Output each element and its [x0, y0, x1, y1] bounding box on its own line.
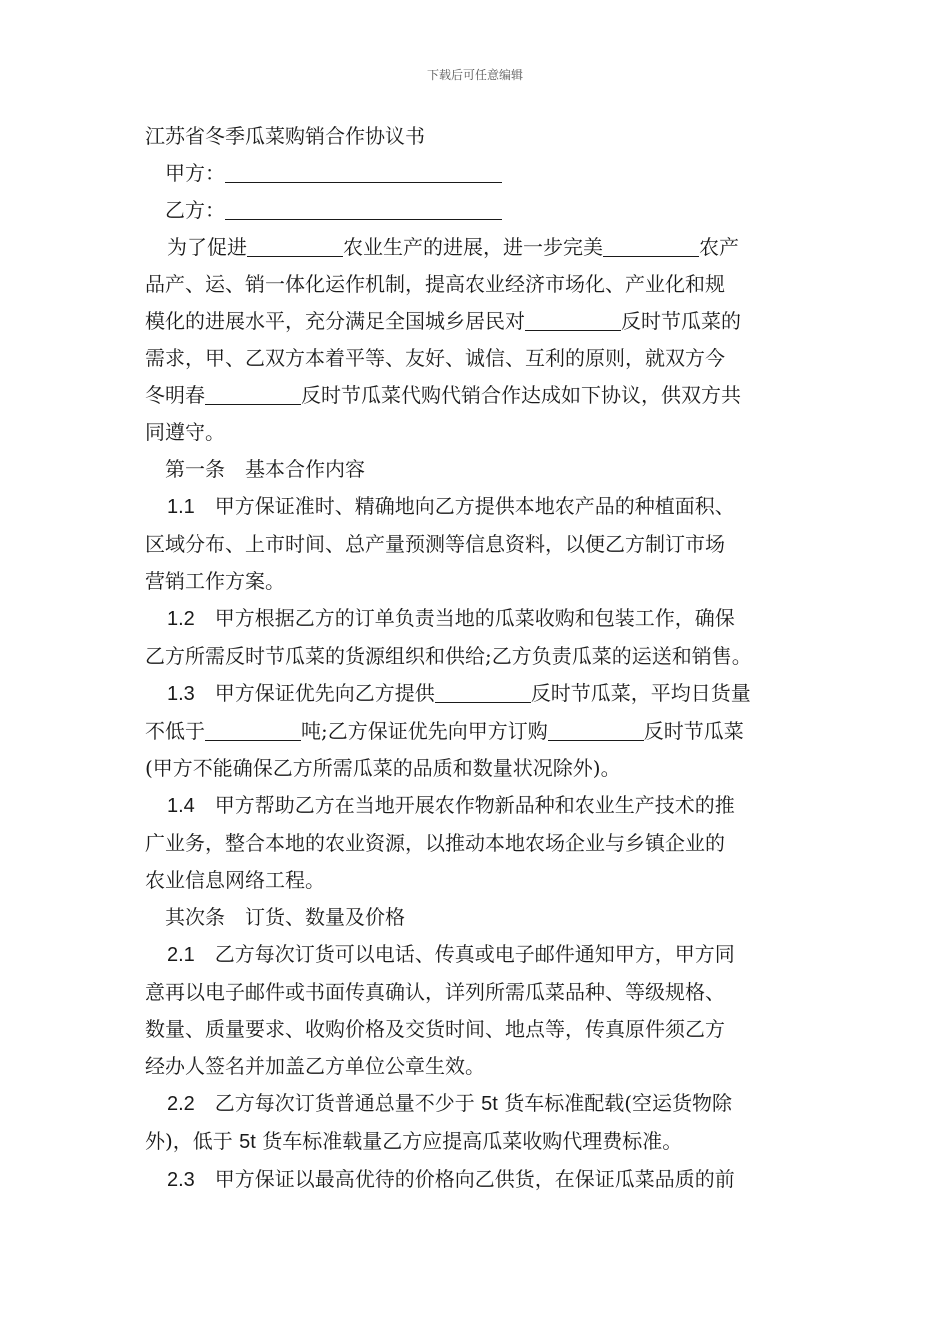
paragraph-line: 数量、质量要求、收购价格及交货时间、地点等，传真原件须乙方 [145, 1017, 725, 1041]
paragraph-line: 区域分布、上市时间、总产量预测等信息资料，以便乙方制订市场 [145, 532, 725, 556]
paragraph-line [145, 229, 810, 266]
text-run: 甲方帮助乙方在当地开展农作物新品种和农业生产技术的推 [194, 793, 735, 817]
clause-2-3 [145, 1161, 810, 1199]
text-run: 乙方每次订货可以电话、传真或电子邮件通知甲方，甲方同 [194, 942, 735, 966]
document-body [145, 118, 810, 1199]
text-run: 农业生产的进展，进一步完美 [343, 235, 603, 259]
clause-number: 2.1 [167, 944, 195, 966]
fill-blank[interactable] [205, 720, 301, 741]
clause-1-2 [145, 600, 810, 638]
paragraph-line: (甲方不能确保乙方所需瓜菜的品质和数量状况除外)。 [145, 756, 621, 780]
paragraph-line: 农业信息网络工程。 [145, 868, 325, 892]
fill-blank[interactable] [435, 682, 531, 703]
paragraph-line [145, 713, 810, 750]
text-run: 甲方保证准时、精确地向乙方提供本地农产品的种植面积、 [194, 494, 735, 518]
party-b-label: 乙方： [165, 198, 225, 222]
text-run: 不低于 [145, 719, 205, 743]
paragraph-line [145, 303, 810, 340]
paragraph-line [145, 377, 810, 414]
text-run: 模化的进展水平，充分满足全国城乡居民对 [145, 309, 525, 333]
article-2-title: 其次条 订货、数量及价格 [165, 905, 405, 929]
paragraph-line: 意再以电子邮件或书面传真确认，详列所需瓜菜品种、等级规格、 [145, 980, 725, 1004]
paragraph-line: 需求，甲、乙双方本着平等、友好、诚信、互利的原则，就双方今 [145, 346, 725, 370]
paragraph-line: 经办人签名并加盖乙方单位公章生效。 [145, 1054, 485, 1078]
paragraph-line: 乙方所需反时节瓜菜的货源组织和供给;乙方负责瓜菜的运送和销售。 [145, 644, 752, 668]
text-run: 吨;乙方保证优先向甲方订购 [301, 719, 548, 743]
text-run: 乙方每次订货普通总量不少于 [194, 1091, 482, 1115]
text-run: 5t [239, 1131, 256, 1153]
paragraph-line [145, 1123, 810, 1161]
text-run: 反时节瓜菜的 [621, 309, 741, 333]
clause-number: 1.1 [167, 496, 195, 518]
paragraph-line: 同遵守。 [145, 420, 225, 444]
clause-2-1 [145, 936, 810, 974]
clause-2-2 [145, 1085, 810, 1123]
text-run: 货车标准载量乙方应提高瓜菜收购代理费标准。 [255, 1129, 683, 1153]
text-run: 为了促进 [167, 235, 247, 259]
fill-blank[interactable] [548, 720, 644, 741]
clause-number: 1.3 [167, 683, 195, 705]
party-b-line [145, 192, 810, 229]
fill-blank[interactable] [603, 236, 699, 257]
document-title: 江苏省冬季瓜菜购销合作协议书 [145, 124, 425, 148]
fill-blank[interactable] [205, 384, 301, 405]
clause-1-3 [145, 675, 810, 713]
paragraph-line: 广业务，整合本地的农业资源，以推动本地农场企业与乡镇企业的 [145, 831, 725, 855]
clause-number: 1.4 [167, 795, 195, 817]
clause-1-4 [145, 787, 810, 825]
clause-number: 2.2 [167, 1093, 195, 1115]
fill-blank[interactable] [247, 236, 343, 257]
text-run: 货车标准配载(空运货物除 [497, 1091, 733, 1115]
paragraph-line: 营销工作方案。 [145, 569, 285, 593]
clause-number: 1.2 [167, 608, 195, 630]
text-run: 反时节瓜菜代购代销合作达成如下协议，供双方共 [301, 383, 741, 407]
text-run: 冬明春 [145, 383, 205, 407]
article-1-title: 第一条 基本合作内容 [165, 457, 365, 481]
text-run: 甲方保证以最高优待的价格向乙供货，在保证瓜菜品质的前 [194, 1167, 735, 1191]
text-run: 反时节瓜菜 [643, 719, 744, 743]
party-a-line [145, 155, 810, 192]
party-b-blank[interactable] [225, 199, 502, 220]
text-run: 甲方根据乙方的订单负责当地的瓜菜收购和包装工作，确保 [194, 606, 735, 630]
fill-blank[interactable] [525, 310, 621, 331]
header-note: 下载后可任意编辑 [426, 68, 523, 82]
text-run: 农产 [699, 235, 739, 259]
clause-1-1 [145, 488, 810, 526]
text-run: 5t [481, 1093, 498, 1115]
party-a-blank[interactable] [225, 162, 502, 183]
text-run: 反时节瓜菜，平均日货量 [530, 681, 751, 705]
paragraph-line: 品产、运、销一体化运作机制，提高农业经济市场化、产业化和规 [145, 272, 725, 296]
text-run: 甲方保证优先向乙方提供 [194, 681, 435, 705]
text-run: 外)，低于 [145, 1129, 240, 1153]
party-a-label: 甲方： [165, 161, 225, 185]
clause-number: 2.3 [167, 1169, 195, 1191]
